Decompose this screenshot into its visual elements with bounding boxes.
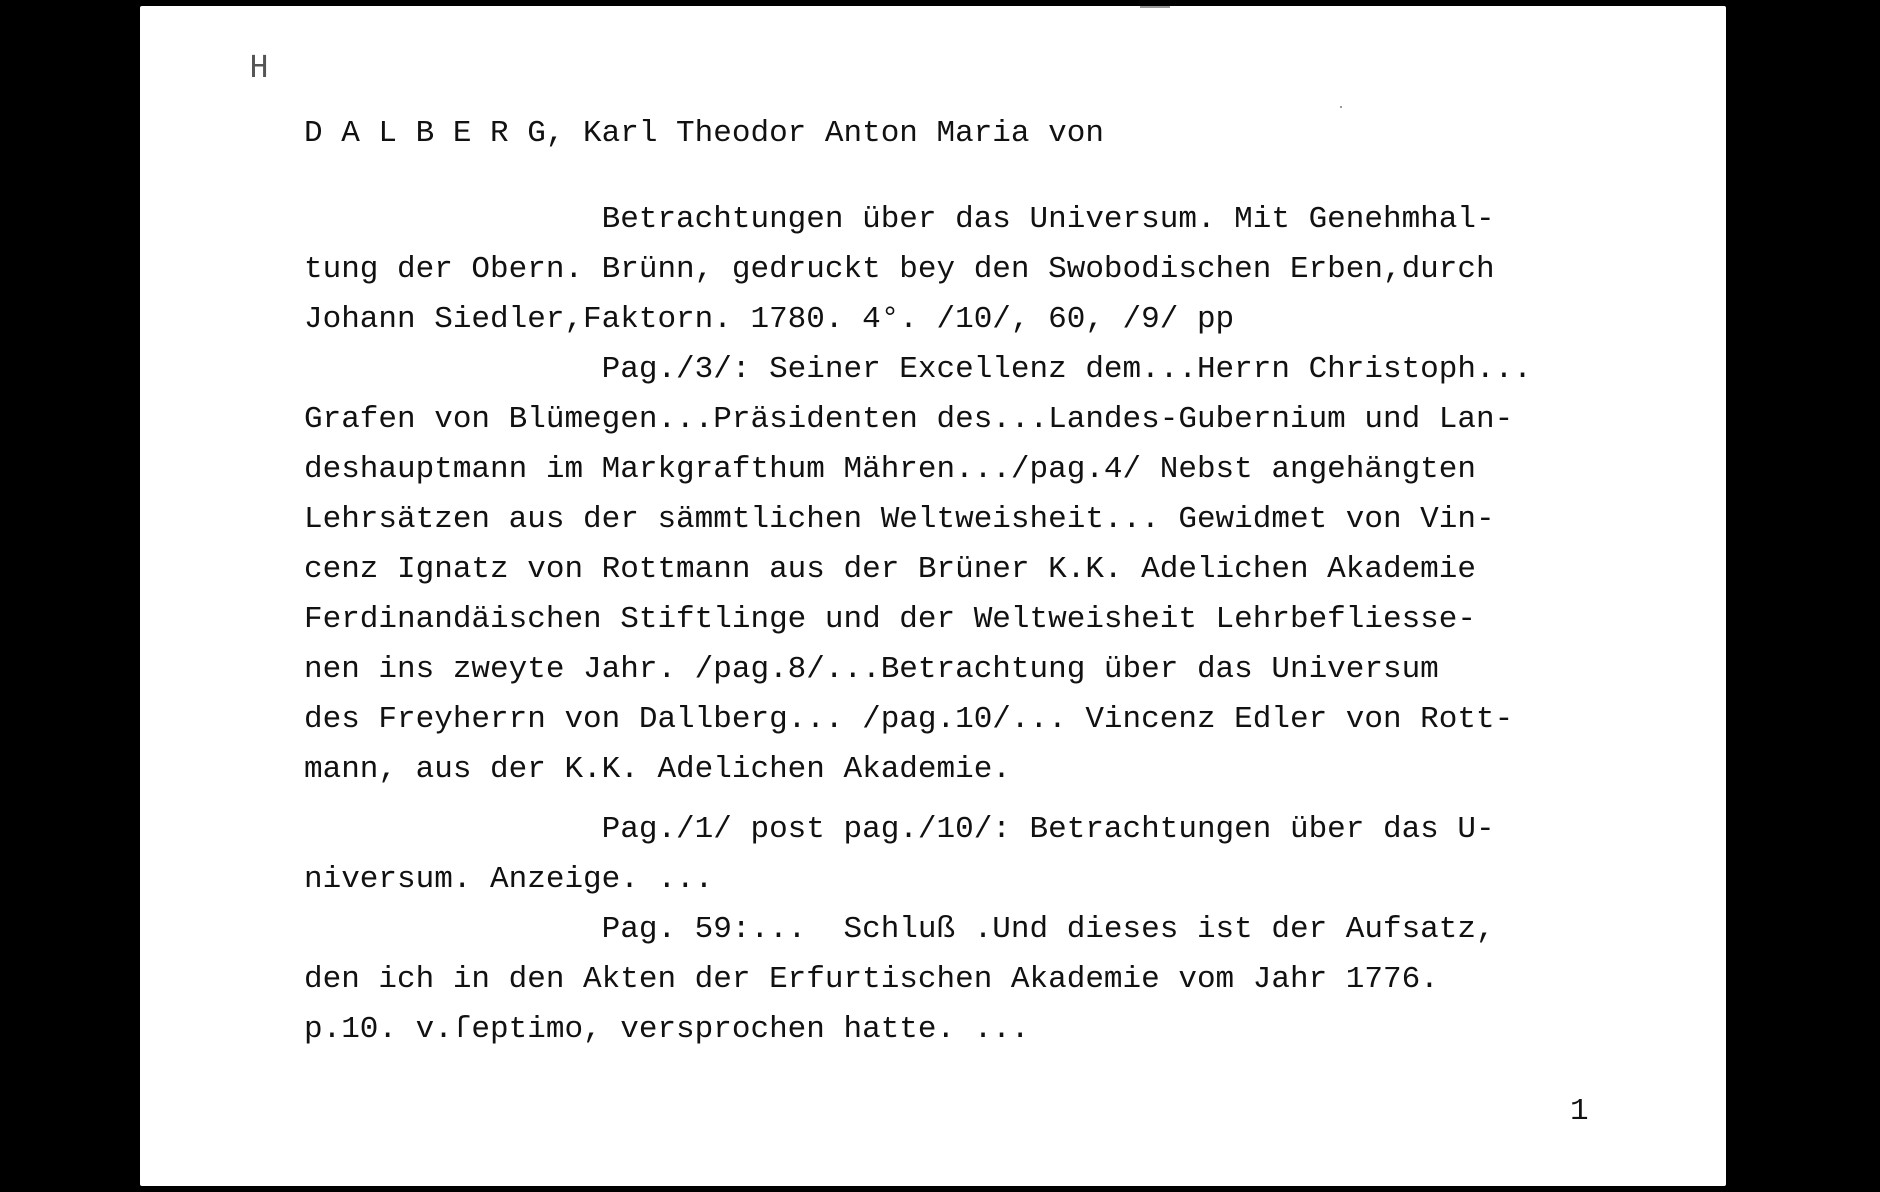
card-heading: D A L B E R G, Karl Theodor Anton Maria von — [304, 116, 1104, 151]
card-line: p.10. v.ſeptimo, versprochen hatte. ... — [304, 1012, 1030, 1047]
catalog-card — [140, 6, 1726, 1186]
corner-mark: H — [250, 50, 267, 85]
card-line: niversum. Anzeige. ... — [304, 862, 714, 897]
card-line: Johann Siedler,Faktorn. 1780. 4°. /10/, 60, /9/ pp — [304, 302, 1235, 337]
card-line: nen ins zweyte Jahr. /pag.8/...Betrachtung über das Universum — [304, 652, 1439, 687]
page-number: 1 — [1570, 1094, 1589, 1129]
card-line: Lehrsätzen aus der sämmtlichen Weltweisheit... Gewidmet von Vin- — [304, 502, 1495, 537]
card-line: Grafen von Blümegen...Präsidenten des...Landes-Gubernium und Lan- — [304, 402, 1514, 437]
card-line: tung der Obern. Brünn, gedruckt bey den Swobodischen Erben,durch — [304, 252, 1495, 287]
scan-speck — [1340, 106, 1342, 108]
card-line: den ich in den Akten der Erfurtischen Akademie vom Jahr 1776. — [304, 962, 1439, 997]
card-line: Pag./3/: Seiner Excellenz dem...Herrn Christoph... — [304, 352, 1532, 387]
scan-speck — [1140, 6, 1170, 8]
card-line: Pag./1/ post pag./10/: Betrachtungen über das U- — [304, 812, 1495, 847]
card-line: deshauptmann im Markgrafthum Mähren.../pag.4/ Nebst angehängten — [304, 452, 1476, 487]
card-line: Betrachtungen über das Universum. Mit Genehmhal- — [304, 202, 1495, 237]
card-line: cenz Ignatz von Rottmann aus der Brüner K.K. Adelichen Akademie — [304, 552, 1476, 587]
card-line: Ferdinandäischen Stiftlinge und der Weltweisheit Lehrbefliesse- — [304, 602, 1476, 637]
card-line: des Freyherrn von Dallberg... /pag.10/... Vincenz Edler von Rott- — [304, 702, 1514, 737]
card-line: mann, aus der K.K. Adelichen Akademie. — [304, 752, 1011, 787]
card-line: Pag. 59:... Schluß .Und dieses ist der Aufsatz, — [304, 912, 1495, 947]
